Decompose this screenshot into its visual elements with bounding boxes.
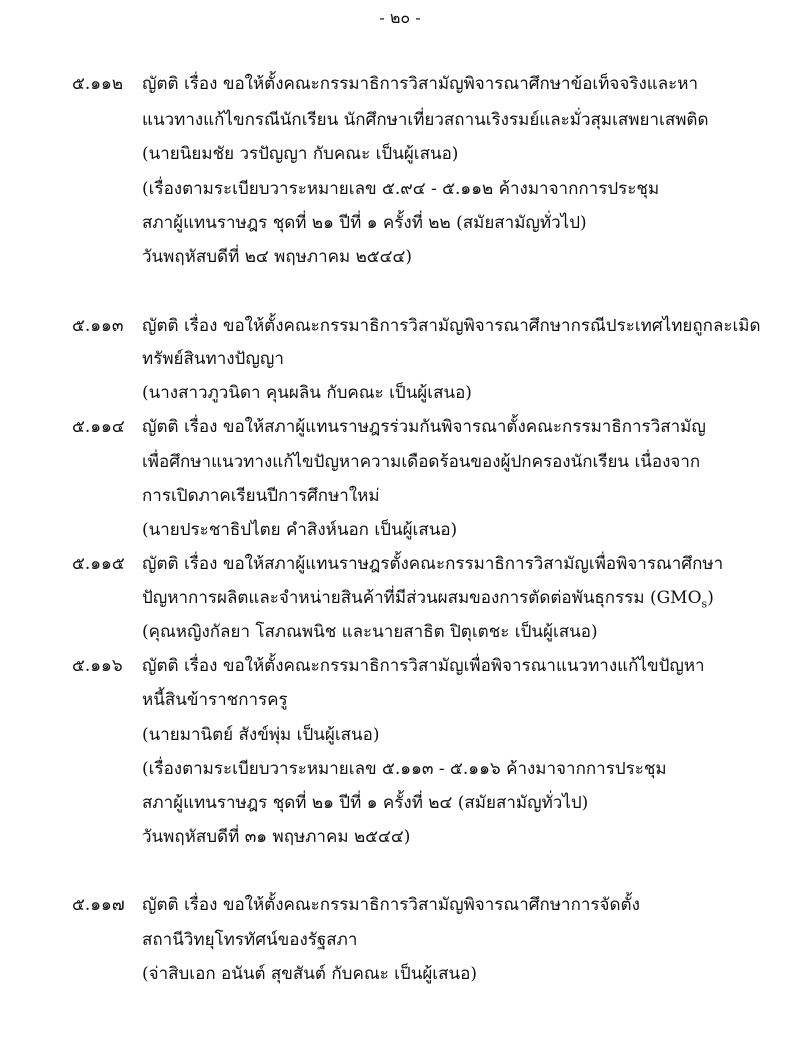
item-line-text: ปัญหาการผลิตและจำหน่ายสินค้าที่มีส่วนผสมของการตัดต่อพันธุกรรม (GMO — [142, 588, 702, 608]
item-line: ญัตติ เรื่อง ขอให้ตั้งคณะกรรมาธิการวิสามัญพิจารณาศึกษากรณีประเทศไทยถูกละเมิด — [142, 316, 761, 336]
item-line: เพื่อศึกษาแนวทางแก้ไขปัญหาความเดือดร้อนของผู้ปกครองนักเรียน เนื่องจาก — [142, 452, 701, 472]
item-line: ญัตติ เรื่อง ขอให้ตั้งคณะกรรมาธิการวิสามัญพิจารณาศึกษาการจัดตั้ง — [142, 895, 640, 915]
item-line: สถานีวิทยุโทรทัศน์ของรัฐสภา — [142, 930, 358, 950]
item-line: ญัตติ เรื่อง ขอให้ตั้งคณะกรรมาธิการวิสามัญเพื่อพิจารณาแนวทางแก้ไขปัญหา — [142, 656, 705, 676]
item-line: หนี้สินข้าราชการครู — [142, 690, 288, 710]
item-line: (นายนิยมชัย วรปัญญา กับคณะ เป็นผู้เสนอ) — [142, 144, 459, 164]
close-paren: ) — [707, 588, 714, 608]
item-line: วันพฤหัสบดีที่ ๒๔ พฤษภาคม ๒๕๔๔) — [142, 247, 413, 267]
item-line: (นายมานิตย์ สังข์พุ่ม เป็นผู้เสนอ) — [142, 725, 380, 745]
item-line: (นางสาวภูวนิดา คุนผลิน กับคณะ เป็นผู้เสนอ) — [142, 383, 472, 403]
item-line: ญัตติ เรื่อง ขอให้ตั้งคณะกรรมาธิการวิสามัญพิจารณาศึกษาข้อเท็จจริงและหา — [142, 74, 699, 94]
item-number: ๕.๑๑๔ — [72, 417, 125, 437]
item-number: ๕.๑๑๗ — [72, 895, 125, 915]
item-number: ๕.๑๑๕ — [72, 554, 125, 574]
item-line: (เรื่องตามระเบียบวาระหมายเลข ๕.๑๑๓ - ๕.๑๑๖ ค้างมาจากการประชุม — [142, 759, 667, 779]
item-line: (คุณหญิงกัลยา โสภณพนิช และนายสาธิต ปิตุเตชะ เป็นผู้เสนอ) — [142, 622, 598, 642]
item-line: ทรัพย์สินทางปัญญา — [142, 349, 284, 369]
item-line: (นายประชาธิปไตย คำสิงห์นอก เป็นผู้เสนอ) — [142, 520, 458, 540]
item-number: ๕.๑๑๒ — [72, 74, 124, 94]
item-line: การเปิดภาคเรียนปีการศึกษาใหม่ — [142, 486, 380, 506]
item-line: (เรื่องตามระเบียบวาระหมายเลข ๕.๙๔ - ๕.๑๑๒ ค้างมาจากการประชุม — [142, 179, 660, 199]
item-line: วันพฤหัสบดีที่ ๓๑ พฤษภาคม ๒๕๔๔) — [142, 827, 411, 847]
item-line: สภาผู้แทนราษฎร ชุดที่ ๒๑ ปีที่ ๑ ครั้งที่ ๒๒ (สมัยสามัญทั่วไป) — [142, 213, 587, 233]
item-line: สภาผู้แทนราษฎร ชุดที่ ๒๑ ปีที่ ๑ ครั้งที่ ๒๔ (สมัยสามัญทั่วไป) — [142, 793, 589, 813]
item-number: ๕.๑๑๓ — [72, 316, 124, 336]
page-number: - ๒๐ - — [379, 8, 421, 27]
item-number: ๕.๑๑๖ — [72, 656, 123, 676]
item-line: (จ่าสิบเอก อนันต์ สุขสันต์ กับคณะ เป็นผู้เสนอ) — [142, 964, 477, 984]
item-line: แนวทางแก้ไขกรณีนักเรียน นักศึกษาเที่ยวสถานเริงรมย์และมั่วสุมเสพยาเสพติด — [142, 110, 709, 130]
item-line: ญัตติ เรื่อง ขอให้สภาผู้แทนราษฎรตั้งคณะกรรมาธิการวิสามัญเพื่อพิจารณาศึกษา — [142, 554, 724, 574]
item-line: ญัตติ เรื่อง ขอให้สภาผู้แทนราษฎรร่วมกันพิจารณาตั้งคณะกรรมาธิการวิสามัญ — [142, 417, 706, 437]
item-line — [142, 584, 714, 611]
subscript-text: s — [701, 597, 708, 611]
